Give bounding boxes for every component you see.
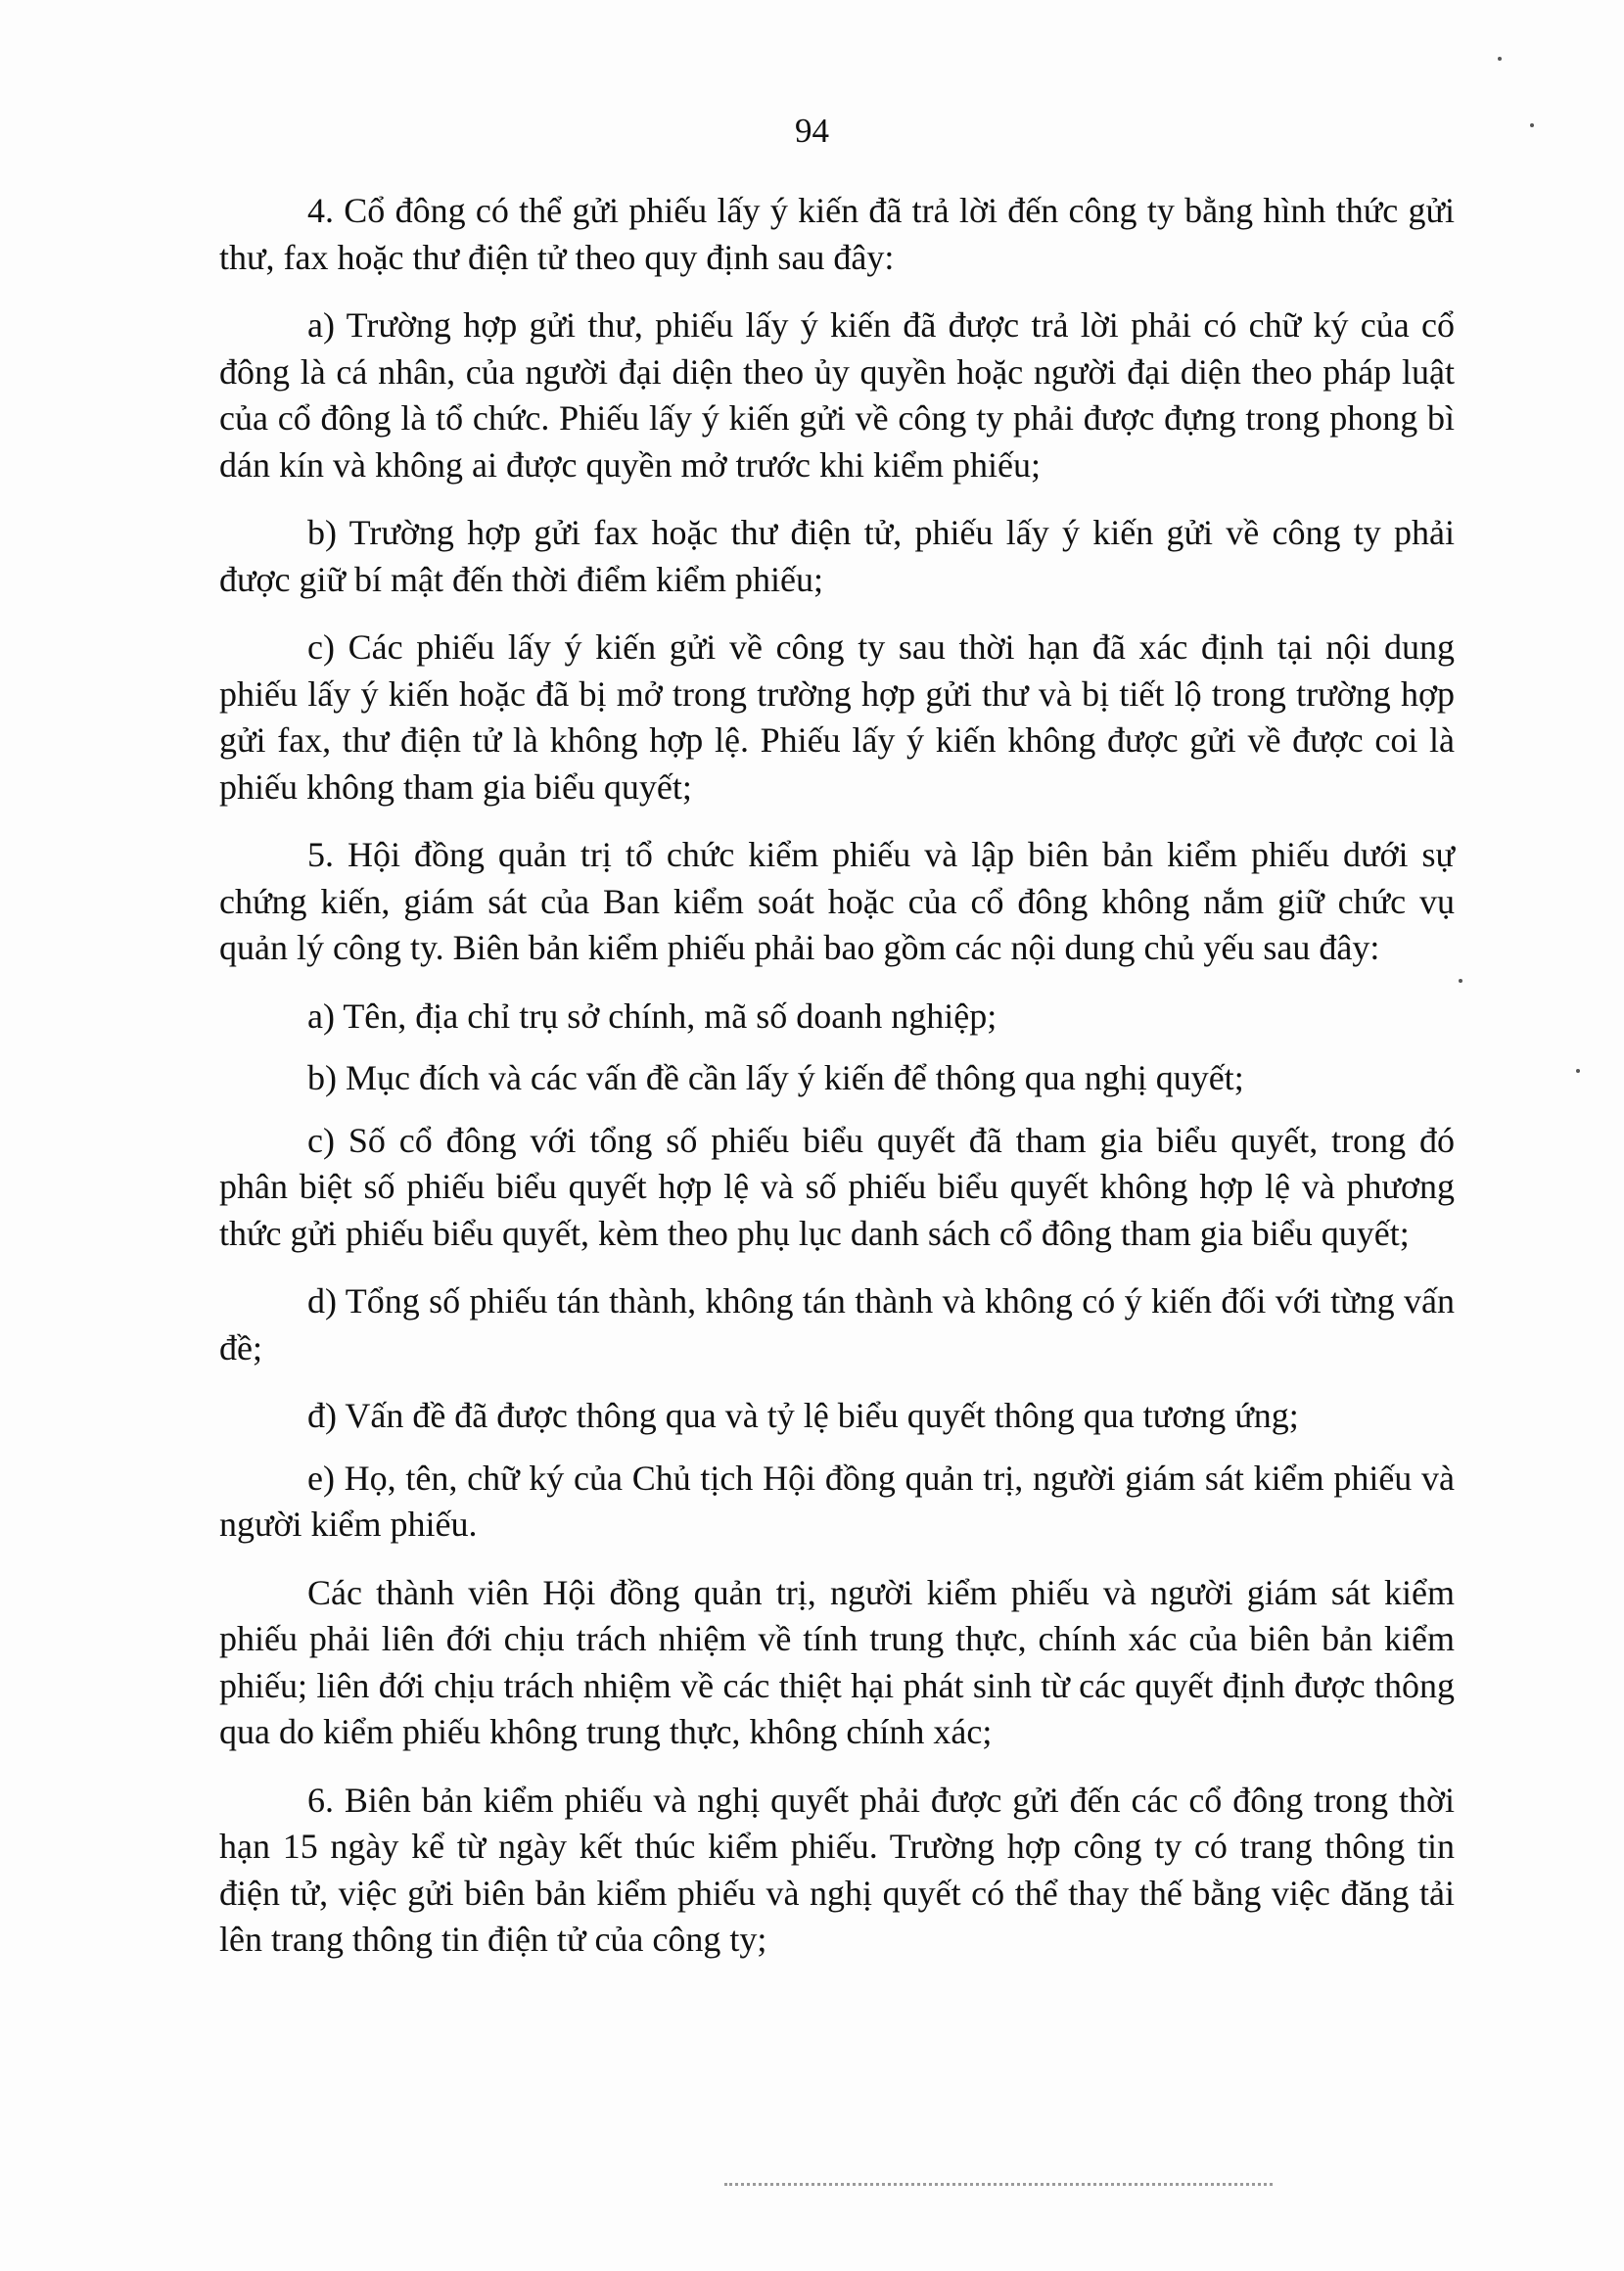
scan-speck — [1459, 979, 1462, 983]
paragraph-5dd: đ) Vấn đề đã được thông qua và tỷ lệ biểu quyết thông qua tương ứng; — [307, 1396, 1299, 1435]
paragraph-4: 4. Cổ đông có thể gửi phiếu lấy ý kiến đã trả lời đến công ty bằng hình thức gửi thư, fax hoặc thư điện tử theo quy định sau đây: — [219, 191, 1455, 277]
paragraph-members-liability: Các thành viên Hội đồng quản trị, người kiểm phiếu và người giám sát kiểm phiếu phải liên đới chịu trách nhiệm về tính trung thực, chính xác của biên bản kiểm phiếu; liên đới chịu trách nhiệm về các thiệt hại phát sinh từ các quyết định được thông qua do kiểm phiếu không trung thực, không chính xác; — [219, 1572, 1455, 1751]
scan-speck — [1530, 123, 1534, 127]
paragraph-5b: b) Mục đích và các vấn đề cần lấy ý kiến để thông qua nghị quyết; — [307, 1058, 1244, 1097]
paragraph-6: 6. Biên bản kiểm phiếu và nghị quyết phải được gửi đến các cổ đông trong thời hạn 15 ngày kể từ ngày kết thúc kiểm phiếu. Trường hợp công ty có trang thông tin điện tử, việc gửi biên bản kiểm phiếu và nghị quyết có thể thay thế bằng việc đăng tải lên trang thông tin điện tử của công ty; — [219, 1780, 1455, 1959]
page-number: 94 — [795, 112, 829, 150]
scan-speck — [1576, 1069, 1580, 1073]
paragraph-5a: a) Tên, địa chỉ trụ sở chính, mã số doanh nghiệp; — [307, 996, 998, 1036]
scan-noise-dots — [724, 2183, 1273, 2190]
paragraph-5c: c) Số cổ đông với tổng số phiếu biểu quyết đã tham gia biểu quyết, trong đó phân biệt số phiếu biểu quyết hợp lệ và số phiếu biểu quyết không hợp lệ và phương thức gửi phiếu biểu quyết, kèm theo phụ lục danh sách cổ đông tham gia biểu quyết; — [219, 1120, 1455, 1253]
paragraph-5: 5. Hội đồng quản trị tổ chức kiểm phiếu và lập biên bản kiểm phiếu dưới sự chứng kiến, giám sát của Ban kiểm soát hoặc của cổ đông không nắm giữ chức vụ quản lý công ty. Biên bản kiểm phiếu phải bao gồm các nội dung chủ yếu sau đây: — [219, 835, 1455, 967]
paragraph-5d: d) Tổng số phiếu tán thành, không tán thành và không có ý kiến đối với từng vấn đề; — [219, 1281, 1455, 1367]
paragraph-4c: c) Các phiếu lấy ý kiến gửi về công ty sau thời hạn đã xác định tại nội dung phiếu lấy ý kiến hoặc đã bị mở trong trường hợp gửi thư và bị tiết lộ trong trường hợp gửi fax, thư điện tử là không hợp lệ. Phiếu lấy ý kiến không được gửi về được coi là phiếu không tham gia biểu quyết; — [219, 627, 1455, 807]
paragraph-5e: e) Họ, tên, chữ ký của Chủ tịch Hội đồng quản trị, người giám sát kiểm phiếu và người kiểm phiếu. — [219, 1458, 1455, 1544]
document-body — [219, 188, 1455, 1985]
scan-speck — [1498, 57, 1502, 61]
paragraph-4b: b) Trường hợp gửi fax hoặc thư điện tử, phiếu lấy ý kiến gửi về công ty phải được giữ bí mật đến thời điểm kiểm phiếu; — [219, 513, 1455, 599]
paragraph-4a: a) Trường hợp gửi thư, phiếu lấy ý kiến đã được trả lời phải có chữ ký của cổ đông là cá nhân, của người đại diện theo ủy quyền hoặc người đại diện theo pháp luật của cổ đông là tổ chức. Phiếu lấy ý kiến gửi về công ty phải được đựng trong phong bì dán kín và không ai được quyền mở trước khi kiểm phiếu; — [219, 305, 1455, 485]
